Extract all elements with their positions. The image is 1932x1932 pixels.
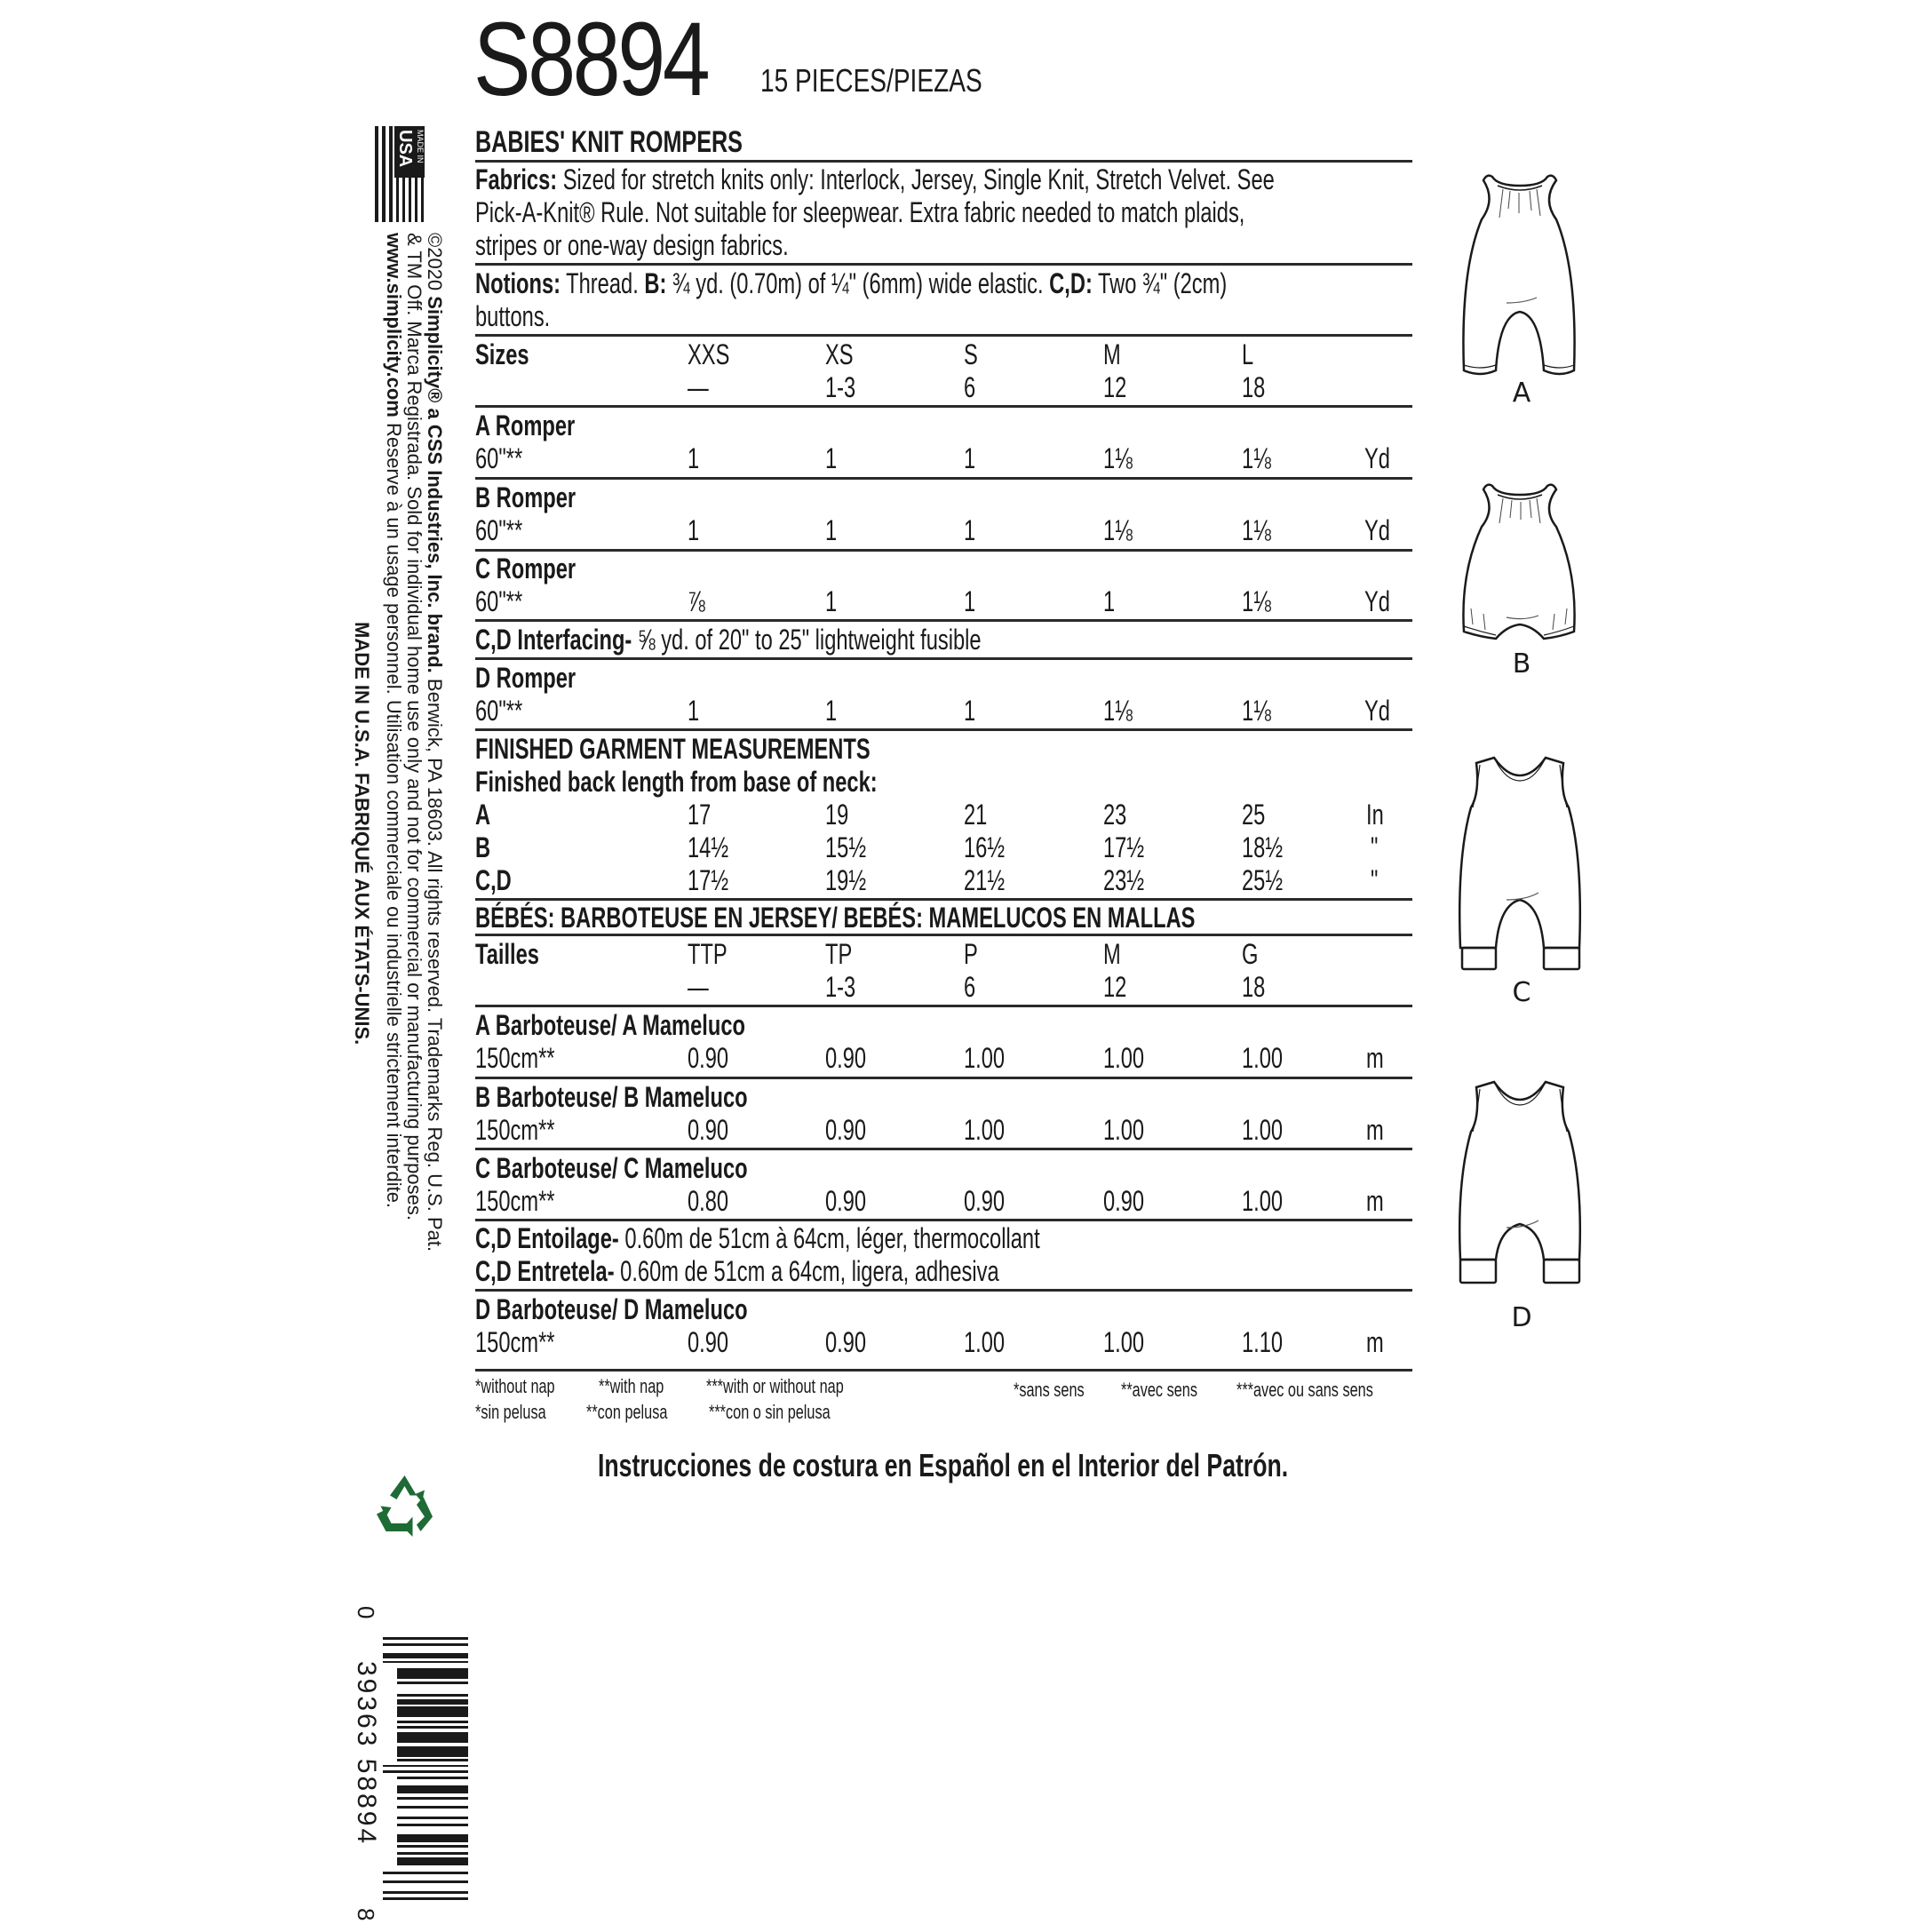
- cell: 15½: [825, 831, 867, 863]
- cell: 25: [1242, 799, 1266, 831]
- cell: 0.90: [825, 1114, 867, 1146]
- cell: 1: [688, 695, 700, 727]
- divider: [475, 1219, 1412, 1221]
- view-b-illustration: [1444, 475, 1595, 653]
- notions-line-2: buttons.: [475, 300, 551, 332]
- unit: In: [1366, 799, 1384, 831]
- made-in-usa-flag-icon: [373, 126, 426, 222]
- cell: 1.00: [964, 1326, 1006, 1358]
- unit: m: [1366, 1326, 1384, 1358]
- unit: ": [1371, 864, 1379, 896]
- cell: 1: [964, 695, 976, 727]
- divider: [475, 1148, 1412, 1150]
- divider: [475, 1077, 1412, 1079]
- cell: 0.90: [825, 1042, 867, 1074]
- size-header: S: [964, 338, 978, 370]
- cell: 17½: [1103, 831, 1145, 863]
- divider: [475, 934, 1412, 936]
- cell: 1: [688, 442, 700, 474]
- unit: m: [1366, 1114, 1384, 1146]
- size-age: 6: [964, 371, 976, 403]
- notions-cd-label: C,D:: [1049, 267, 1093, 299]
- cell: 17½: [688, 864, 729, 896]
- flag-usa-text: USA: [395, 130, 415, 168]
- measure-view: A: [475, 799, 491, 831]
- notions-text-3: Two ¾" (2cm): [1097, 267, 1228, 299]
- view-a-label: A: [1512, 378, 1531, 409]
- measurements-subtitle: Finished back length from base of neck:: [475, 766, 878, 798]
- sizes-label: Sizes: [475, 338, 529, 370]
- row-name: C Barboteuse/ C Mameluco: [475, 1152, 748, 1184]
- footnote-es: *sin pelusa: [475, 1401, 546, 1423]
- size-header: P: [964, 938, 978, 970]
- view-d-illustration: [1444, 1075, 1595, 1297]
- interfacing-text: ⅝ yd. of 20" to 25" lightweight fusible: [637, 624, 982, 656]
- cell: 1.00: [1242, 1042, 1284, 1074]
- cell: 1: [825, 585, 838, 617]
- cell: 1.10: [1242, 1326, 1284, 1358]
- size-header: XXS: [688, 338, 730, 370]
- entoilage-text: 0.60m de 51cm à 64cm, léger, thermocollant: [624, 1222, 1040, 1254]
- piece-count: 15 PIECES/PIEZAS: [760, 62, 982, 99]
- made-in-usa-line: MADE IN U.S.A. FABRIQUÉ AUX ÉTATS-UNIS.: [351, 622, 373, 1046]
- cell: 17: [688, 799, 712, 831]
- cell: 16½: [964, 831, 1006, 863]
- divider: [475, 477, 1412, 480]
- size-header: TTP: [688, 938, 727, 970]
- barcode-leading-digit: 0: [353, 1606, 379, 1619]
- cell: 0.90: [688, 1114, 729, 1146]
- barcode-digits: 39363 58894: [352, 1661, 381, 1847]
- fabrics-label: Fabrics:: [475, 163, 558, 195]
- cell: 21: [964, 799, 988, 831]
- cell: 0.90: [825, 1185, 867, 1217]
- flag-made-in-text: MADE IN: [416, 130, 425, 163]
- cell: 1⅛: [1242, 695, 1271, 727]
- size-age: 1-3: [825, 971, 856, 1003]
- divider: [475, 1005, 1412, 1007]
- row-width: 60"**: [475, 585, 523, 617]
- cell: 1.00: [964, 1042, 1006, 1074]
- cell: 19½: [825, 864, 867, 896]
- entoilage-line: [475, 1222, 1040, 1254]
- row-width: 150cm**: [475, 1185, 555, 1217]
- cell: 0.80: [688, 1185, 729, 1217]
- divider: [475, 334, 1412, 337]
- cell: 1: [1103, 585, 1116, 617]
- cell: 1⅛: [1103, 514, 1133, 546]
- divider: [475, 728, 1412, 731]
- usage-notice-fr: Reserve à un usage personnel. Utilisation commerciale ou industrielle strictement interdite.: [383, 417, 405, 1209]
- fabrics-line-3: stripes or one-way design fabrics.: [475, 229, 789, 261]
- spanish-instructions-note: Instrucciones de costura en Español en el Interior del Patrón.: [598, 1447, 1289, 1483]
- row-width: 150cm**: [475, 1114, 555, 1146]
- notions-text-1: Thread.: [566, 267, 639, 299]
- fabrics-line-1: [475, 163, 1275, 195]
- divider: [475, 160, 1412, 163]
- row-name: B Barboteuse/ B Mameluco: [475, 1081, 748, 1113]
- unit: m: [1366, 1042, 1384, 1074]
- row-name: B Romper: [475, 481, 576, 513]
- trademark-line: & TM Off. Marca Registrada. Sold for individual home use only and not for commercial or manufacturing purposes.: [403, 233, 425, 1220]
- barcode-bars: [383, 1628, 468, 1904]
- row-name: C Romper: [475, 553, 576, 584]
- brand-name: Simplicity® a CSS Industries, Inc. brand.: [424, 296, 446, 673]
- view-b-label: B: [1512, 648, 1531, 680]
- notions-line-1: [475, 267, 1227, 299]
- divider: [475, 1369, 1412, 1371]
- cell: 1.00: [964, 1114, 1006, 1146]
- size-header: TP: [825, 938, 853, 970]
- measure-view: B: [475, 831, 491, 863]
- row-width: 150cm**: [475, 1042, 555, 1074]
- cell: 19: [825, 799, 849, 831]
- copyright-line: [423, 233, 446, 1252]
- fabrics-text-1: Sized for stretch knits only: Interlock, Jersey, Single Knit, Stretch Velvet. See: [562, 163, 1275, 195]
- size-header: M: [1103, 938, 1121, 970]
- cell: 1.00: [1103, 1114, 1145, 1146]
- footnote-en: ***with or without nap: [706, 1375, 844, 1397]
- divider: [475, 619, 1412, 622]
- cell: 1⅛: [1103, 695, 1133, 727]
- size-age: 6: [964, 971, 976, 1003]
- size-header: M: [1103, 338, 1121, 370]
- cell: 1: [688, 514, 700, 546]
- unit: Yd: [1364, 695, 1390, 727]
- footnote-es: ***con o sin pelusa: [709, 1401, 831, 1423]
- cell: 1.00: [1103, 1326, 1145, 1358]
- unit: Yd: [1364, 585, 1390, 617]
- cell: ⅞: [688, 585, 705, 617]
- row-name: A Barboteuse/ A Mameluco: [475, 1009, 745, 1041]
- entretela-text: 0.60m de 51cm a 64cm, ligera, adhesiva: [620, 1255, 999, 1287]
- cell: 1: [825, 695, 838, 727]
- measurements-title: FINISHED GARMENT MEASUREMENTS: [475, 733, 871, 765]
- barcode: [351, 1606, 475, 1926]
- cell: 1.00: [1242, 1185, 1284, 1217]
- cell: 1: [964, 514, 976, 546]
- size-header: XS: [825, 338, 854, 370]
- divider: [475, 898, 1412, 901]
- cell: 1.00: [1242, 1114, 1284, 1146]
- notions-label: Notions:: [475, 267, 561, 299]
- row-name: D Romper: [475, 662, 576, 694]
- footnote-fr: *sans sens: [1014, 1379, 1085, 1401]
- footnote-en: **with nap: [599, 1375, 664, 1397]
- cell: 23½: [1103, 864, 1145, 896]
- cell: 23: [1103, 799, 1127, 831]
- cell: 0.90: [825, 1326, 867, 1358]
- unit: ": [1371, 831, 1379, 863]
- size-header: G: [1242, 938, 1259, 970]
- cell: 1: [825, 442, 838, 474]
- unit: Yd: [1364, 514, 1390, 546]
- size-age: 18: [1242, 371, 1266, 403]
- pattern-number: S8894: [473, 1, 708, 118]
- fabrics-line-2: Pick-A-Knit® Rule. Not suitable for sleepwear. Extra fabric needed to match plaids,: [475, 196, 1245, 228]
- recycle-icon: [371, 1470, 438, 1537]
- entretela-label: C,D Entretela-: [475, 1255, 615, 1287]
- view-d-label: D: [1511, 1302, 1532, 1333]
- copyright-address: Berwick, PA 18603. All rights reserved. Trademarks Reg. U.S. Pat.: [424, 672, 446, 1252]
- cell: 1⅛: [1242, 585, 1271, 617]
- cell: 0.90: [688, 1042, 729, 1074]
- divider: [475, 657, 1412, 660]
- cell: 1.00: [1103, 1042, 1145, 1074]
- footnote-es: **con pelusa: [586, 1401, 668, 1423]
- size-age: —: [688, 971, 709, 1003]
- notions-b-label: B:: [644, 267, 667, 299]
- website-link[interactable]: www.simplicity.com: [383, 233, 405, 417]
- size-age: 12: [1103, 371, 1127, 403]
- row-name: D Barboteuse/ D Mameluco: [475, 1293, 748, 1325]
- cell: 1: [825, 514, 838, 546]
- cell: 1⅛: [1242, 442, 1271, 474]
- copyright-year: ©2020: [424, 233, 446, 297]
- entoilage-label: C,D Entoilage-: [475, 1222, 619, 1254]
- pattern-title: BABIES' KNIT ROMPERS: [475, 125, 743, 159]
- metric-title: BÉBÉS: BARBOTEUSE EN JERSEY/ BEBÉS: MAMELUCOS EN MALLAS: [475, 902, 1196, 934]
- cell: 21½: [964, 864, 1006, 896]
- unit: Yd: [1364, 442, 1390, 474]
- interfacing-line: [475, 624, 982, 656]
- measure-view: C,D: [475, 864, 512, 896]
- cell: 14½: [688, 831, 729, 863]
- notions-text-2: ¾ yd. (0.70m) of ¼" (6mm) wide elastic.: [672, 267, 1044, 299]
- size-age: 18: [1242, 971, 1266, 1003]
- footnote-en: *without nap: [475, 1375, 555, 1397]
- tailles-label: Tailles: [475, 938, 539, 970]
- cell: 18½: [1242, 831, 1284, 863]
- divider: [475, 263, 1412, 266]
- footnote-fr: ***avec ou sans sens: [1236, 1379, 1373, 1401]
- divider: [475, 1289, 1412, 1292]
- row-name: A Romper: [475, 409, 576, 441]
- divider: [475, 549, 1412, 552]
- size-age: 1-3: [825, 371, 856, 403]
- cell: 0.90: [964, 1185, 1006, 1217]
- size-age: —: [688, 371, 709, 403]
- size-age: 12: [1103, 971, 1127, 1003]
- cell: 25½: [1242, 864, 1284, 896]
- cell: 0.90: [1103, 1185, 1145, 1217]
- view-c-illustration: [1444, 751, 1595, 982]
- website-line: [382, 233, 405, 1208]
- cell: 0.90: [688, 1326, 729, 1358]
- view-c-label: C: [1512, 977, 1531, 1008]
- cell: 1⅛: [1242, 514, 1271, 546]
- divider: [475, 405, 1412, 408]
- cell: 1: [964, 442, 976, 474]
- interfacing-label: C,D Interfacing-: [475, 624, 632, 656]
- row-width: 60"**: [475, 442, 523, 474]
- entretela-line: [475, 1255, 999, 1287]
- size-header: L: [1242, 338, 1254, 370]
- view-a-illustration: [1444, 164, 1595, 378]
- cell: 1: [964, 585, 976, 617]
- row-width: 60"**: [475, 514, 523, 546]
- footnote-fr: **avec sens: [1121, 1379, 1197, 1401]
- row-width: 60"**: [475, 695, 523, 727]
- unit: m: [1366, 1185, 1384, 1217]
- cell: 1⅛: [1103, 442, 1133, 474]
- row-width: 150cm**: [475, 1326, 555, 1358]
- barcode-trailing-digit: 8: [353, 1908, 379, 1921]
